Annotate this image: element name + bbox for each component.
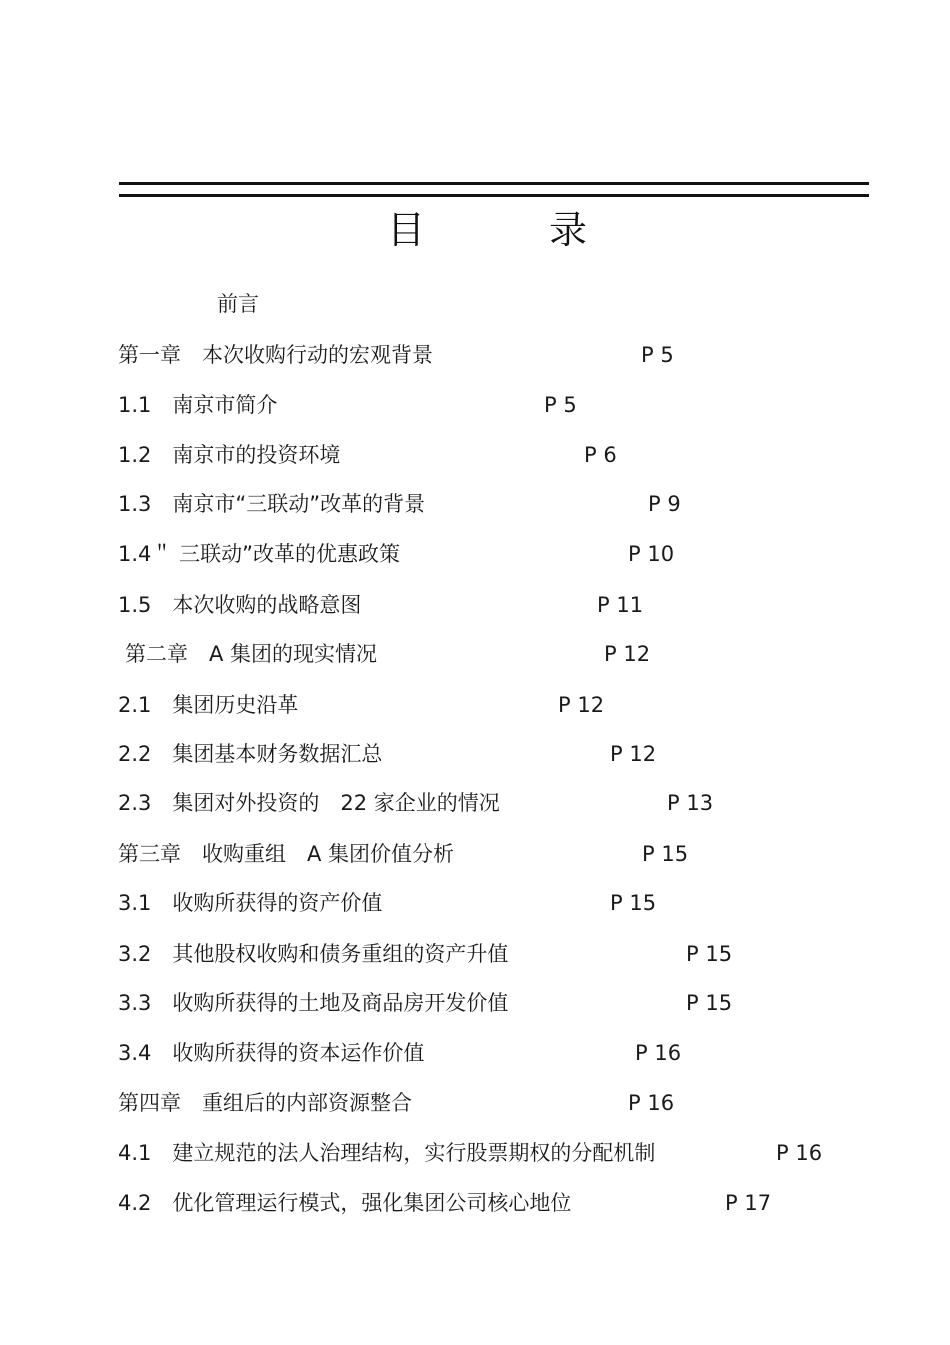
toc-entry-label[interactable]: 1.3 南京市“三联动”改革的背景 (118, 492, 426, 516)
title-char-2: 录 (549, 208, 588, 252)
toc-entry-label[interactable]: 3.4 收购所获得的资本运作价值 (118, 1041, 425, 1065)
toc-entry-page: P 11 (597, 593, 644, 617)
toc-entry-page: P 16 (628, 1091, 675, 1115)
toc-entry-label[interactable]: 2.1 集团历史沿革 (118, 693, 299, 717)
toc-entry-label[interactable]: 3.3 收购所获得的土地及商品房开发价值 (118, 991, 509, 1015)
toc-entry-page: P 9 (648, 492, 681, 516)
toc-entry-label[interactable]: 1.2 南京市的投资环境 (118, 443, 341, 467)
toc-entry-label[interactable]: 第三章 收购重组 A 集团价值分析 (118, 842, 455, 866)
toc-entry-page: P 15 (686, 991, 733, 1015)
toc-entry-page: P 13 (667, 791, 714, 815)
toc-entry-page: P 5 (544, 393, 577, 417)
toc-entry-label[interactable]: 2.2 集团基本财务数据汇总 (118, 742, 383, 766)
title-char-1: 目 (387, 208, 426, 252)
toc-entry-label[interactable]: 3.2 其他股权收购和债务重组的资产升值 (118, 942, 509, 966)
toc-entry-label[interactable]: 1.5 本次收购的战略意图 (118, 593, 362, 617)
toc-entry-page: P 5 (641, 343, 674, 367)
toc-entry-page: P 10 (628, 542, 675, 566)
toc-entry-label[interactable]: 1.1 南京市简介 (118, 393, 278, 417)
toc-entry-page: P 15 (686, 942, 733, 966)
toc-entry-page: P 17 (725, 1191, 772, 1215)
toc-entry-page: P 15 (610, 891, 657, 915)
toc-entry-page: P 6 (584, 443, 617, 467)
toc-entry-label[interactable]: 4.2 优化管理运行模式，强化集团公司核心地位 (118, 1191, 572, 1215)
toc-entry-label[interactable]: 3.1 收购所获得的资产价值 (118, 891, 383, 915)
toc-entry-label[interactable]: 第四章 重组后的内部资源整合 (118, 1091, 412, 1115)
toc-entry-page: P 12 (558, 693, 605, 717)
toc-entry-page: P 16 (635, 1041, 682, 1065)
toc-entry-page: P 12 (610, 742, 657, 766)
toc-entry-label[interactable]: 2.3 集团对外投资的 22 家企业的情况 (118, 791, 500, 815)
toc-entry-page: P 12 (604, 642, 651, 666)
toc-entry-label[interactable]: 第二章 A 集团的现实情况 (125, 642, 378, 666)
toc-entry-page: P 15 (642, 842, 689, 866)
toc-entry-label[interactable]: 第一章 本次收购行动的宏观背景 (118, 343, 433, 367)
toc-entry-label[interactable]: 前言 (217, 292, 259, 316)
toc-entry-label[interactable]: 1.4＂ 三联动”改革的优惠政策 (118, 542, 400, 566)
toc-entry-label[interactable]: 4.1 建立规范的法人治理结构，实行股票期权的分配机制 (118, 1141, 656, 1165)
toc-entry-page: P 16 (776, 1141, 823, 1165)
